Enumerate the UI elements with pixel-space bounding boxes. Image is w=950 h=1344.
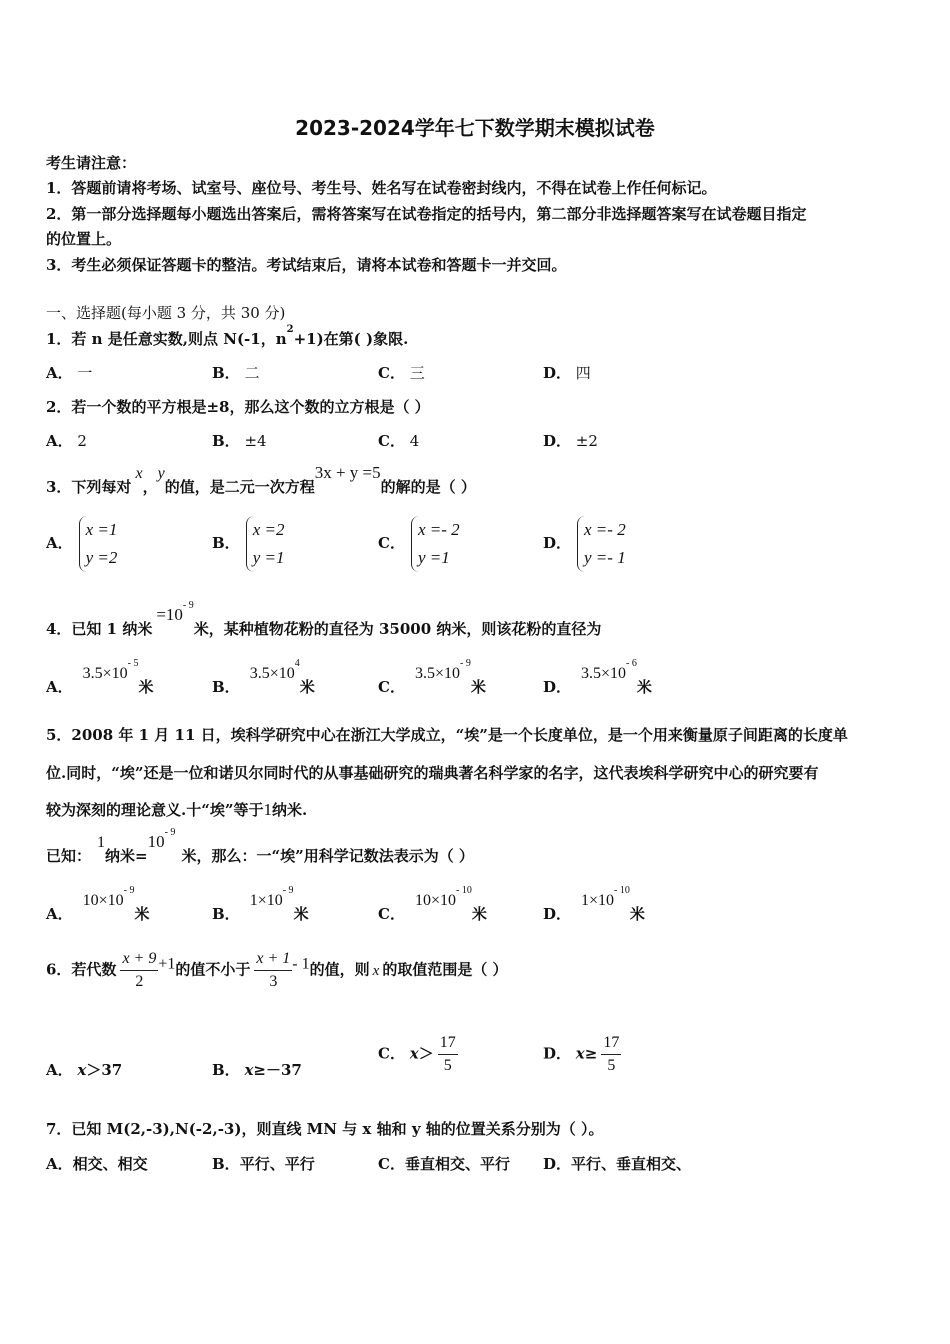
question-6: 6．若代数 $\frac{x + 9}{2}$ +1的值不小于 $\frac{x + 1}{3}$ - 1的值，则 x 的取值范围是（ ） [46, 950, 508, 990]
q3-option-d: D． x =- 2 y =- 1 [543, 516, 626, 572]
q1-option-c: C． 三 [378, 364, 425, 382]
q7-option-c: C．垂直相交、平行 [378, 1155, 510, 1173]
question-5-line: 位.同时，“埃”还是一位和诺贝尔同时代的从事基础研究的瑞典著名科学家的名字，这代表埃科学研究中心的研究要有 [46, 764, 819, 782]
q7-option-a: A．相交、相交 [46, 1155, 148, 1173]
q1-text-b: +1)在第( )象限. [293, 330, 409, 348]
q2-option-d: D． ±2 [543, 432, 598, 450]
section-heading: 一、选择题(每小题 3 分，共 30 分) [46, 304, 286, 322]
q1-sup: 2 [286, 324, 294, 335]
question-1 [46, 324, 409, 349]
q4-option-c: C．$3.5\times 10^{- 9}$米 [378, 658, 486, 696]
q5-option-d: D．$1\times 10^{- 10}$米 [543, 885, 645, 923]
question-5-line: 较为深刻的理论意义.十“埃”等于1纳米. [46, 800, 308, 819]
question-5-known: 已知：1纳米$=10^{- 9}$米，那么：一“埃”用科学记数法表示为（ ） [46, 827, 474, 865]
notice-item: 的位置上。 [46, 230, 122, 248]
q5-option-c: C．$10\times 10^{- 10}$米 [378, 885, 487, 923]
q5-option-b: B．$1\times 10^{- 9}$米 [212, 885, 309, 923]
q1-option-d: D． 四 [543, 364, 591, 382]
q4-option-b: B．$3.5\times 10^4$米 [212, 658, 315, 696]
q6-option-b: B． x≥－37 [212, 1061, 302, 1079]
question-2: 2．若一个数的平方根是±8，那么这个数的立方根是（ ） [46, 398, 430, 416]
question-5-line: 5．2008 年 1 月 11 日，埃科学研究中心在浙江大学成立，“埃”是一个长度单位，是一个用来衡量原子间距离的长度单 [46, 726, 848, 744]
question-3: 3．下列每对x，y的值，是二元一次方程3x + y =5的解的是（ ） [46, 463, 476, 496]
notice-item: 3．考生必须保证答题卡的整洁。考试结束后，请将本试卷和答题卡一并交回。 [46, 256, 567, 274]
q1-text-a: 1．若 n 是任意实数,则点 N(-1，n [46, 330, 287, 348]
q3-option-c: C． x =- 2 y =1 [378, 516, 460, 572]
notice-item: 1．答题前请将考场、试室号、座位号、考生号、姓名写在试卷密封线内，不得在试卷上作任何标记。 [46, 179, 717, 197]
q5-option-a: A．$10\times 10^{- 9}$米 [46, 885, 150, 923]
notice-item: 2．第一部分选择题每小题选出答案后，需将答案写在试卷指定的括号内，第二部分非选择题答案写在试卷题目指定 [46, 205, 807, 223]
q4-option-a: A．$3.5\times 10^{- 5}$米 [46, 658, 154, 696]
q6-option-d: D． x≥ $\frac{17}{5}$ [543, 1034, 620, 1074]
q3-option-b: B． x =2 y =1 [212, 516, 284, 572]
q4-option-d: D．$3.5\times 10^{- 6}$米 [543, 658, 652, 696]
var-y: y [157, 465, 165, 482]
q6-option-c: C． x＞ $\frac{17}{5}$ [378, 1034, 456, 1074]
q2-option-c: C． 4 [378, 432, 420, 450]
q3-equation: 3x + y =5 [314, 463, 381, 482]
q1-option-a: A． 一 [46, 364, 93, 382]
notice-heading: 考生请注意： [46, 154, 137, 172]
q2-option-b: B． ±4 [212, 432, 267, 450]
q7-option-d: D．平行、垂直相交、 [543, 1155, 692, 1173]
question-4: 4．已知 1 纳米$=10^{- 9}$米，某种植物花粉的直径为 35000 纳米，则该花粉的直径为 [46, 600, 602, 638]
q6-option-a: A． x＞37 [46, 1061, 123, 1079]
q1-option-b: B． 二 [212, 364, 260, 382]
question-7: 7．已知 M(2,-3),N(-2,-3)，则直线 MN 与 x 轴和 y 轴的位置关系分别为（ ）。 [46, 1120, 604, 1138]
q3-option-a: A． x =1 y =2 [46, 516, 117, 572]
var-x: x [135, 465, 143, 482]
q7-option-b: B．平行、平行 [212, 1155, 315, 1173]
q2-option-a: A． 2 [46, 432, 87, 450]
page-title: 2023-2024学年七下数学期末模拟试卷 [295, 116, 655, 140]
